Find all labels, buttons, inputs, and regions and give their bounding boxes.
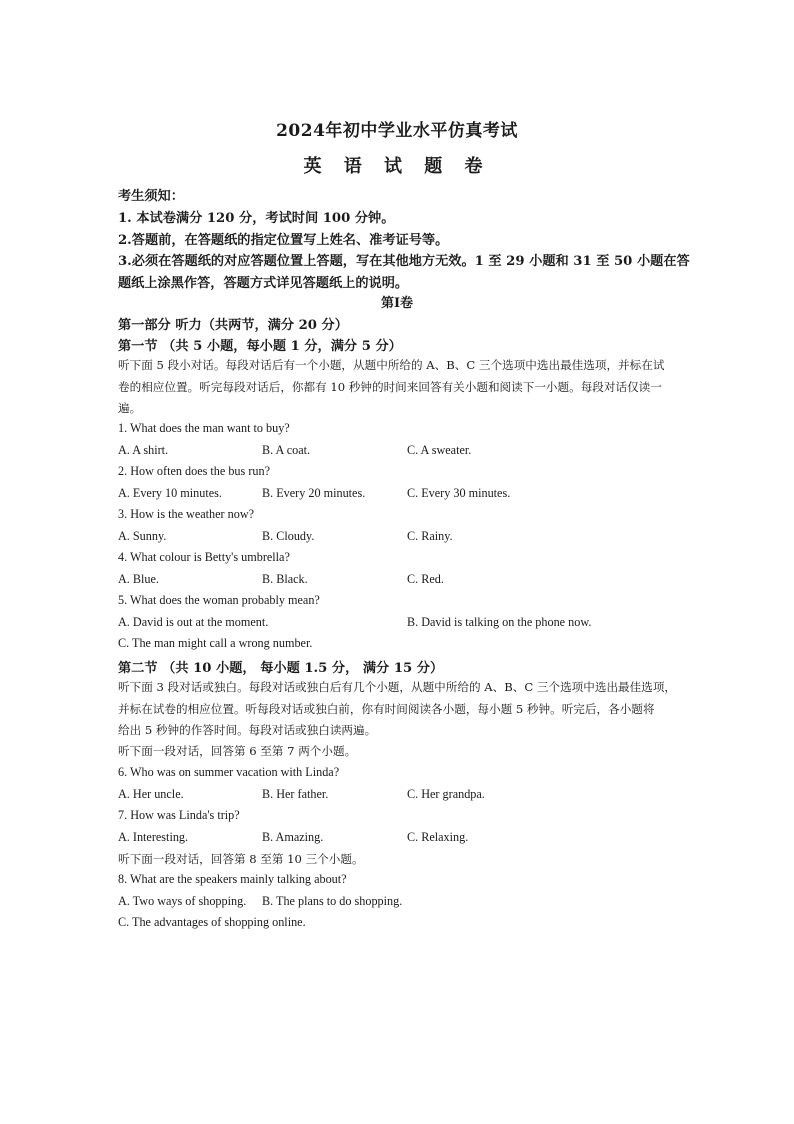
option-c: C. Relaxing.: [407, 830, 469, 844]
exam-title: 2024年初中学业水平仿真考试: [276, 121, 518, 141]
question-6: 6. Who was on summer vacation with Linda?: [118, 765, 340, 779]
option-c: C. Every 30 minutes.: [407, 486, 511, 500]
lead-text: 听下面一段对话，回答第 8 至第 10 三个小题。: [118, 852, 364, 866]
section1-heading: 第一节 （共 5 小题，每小题 1 分，满分 5 分）: [118, 339, 402, 354]
notice-item: 题纸上涂黑作答，答题方式详见答题纸上的说明。: [118, 276, 409, 291]
question-7: 7. How was Linda's trip?: [118, 808, 240, 822]
notice-item: 3.必须在答题纸的对应答题位置上答题，写在其他地方无效。1 至 29 小题和 31 至 50 小题在答: [118, 254, 690, 269]
section2-instruction: 并标在试卷的相应位置。听每段对话或独白前，你有时间阅读各小题，每小题 5 秒钟。听完后，各小题将: [118, 702, 655, 716]
option-c: C. The advantages of shopping online.: [118, 915, 306, 929]
section2-instruction: 给出 5 秒钟的作答时间。每段对话或独白读两遍。: [118, 723, 377, 737]
notice-item: 2.答题前，在答题纸的指定位置写上姓名、准考证号等。: [118, 233, 449, 248]
notice-heading: 考生须知：: [118, 189, 184, 204]
question-8: 8. What are the speakers mainly talking about?: [118, 872, 347, 886]
option-b: B. Amazing.: [262, 830, 324, 844]
question-1: 1. What does the man want to buy?: [118, 421, 290, 435]
section2-heading: 第二节 （共 10 小题， 每小题 1.5 分， 满分 15 分）: [118, 661, 444, 676]
option-a: A. A shirt.: [118, 443, 169, 457]
option-b: B. Every 20 minutes.: [262, 486, 366, 500]
option-a: A. Interesting.: [118, 830, 189, 844]
option-a: A. Blue.: [118, 572, 159, 586]
option-b: B. A coat.: [262, 443, 311, 457]
option-a: A. Every 10 minutes.: [118, 486, 222, 500]
option-c: C. The man might call a wrong number.: [118, 636, 313, 650]
option-a: A. David is out at the moment.: [118, 615, 269, 629]
option-b: B. David is talking on the phone now.: [407, 615, 592, 629]
question-2: 2. How often does the bus run?: [118, 464, 270, 478]
volume-heading: 第Ⅰ卷: [380, 296, 414, 311]
question-3: 3. How is the weather now?: [118, 507, 255, 521]
section1-instruction: 遍。: [118, 401, 142, 415]
option-b: B. Black.: [262, 572, 308, 586]
section2-instruction: 听下面 3 段对话或独白。每段对话或独白后有几个小题，从题中所给的 A、B、C 三个选项中选出最佳选项，: [118, 680, 677, 694]
question-5: 5. What does the woman probably mean?: [118, 593, 320, 607]
section1-instruction: 听下面 5 段小对话。每段对话后有一个小题，从题中所给的 A、B、C 三个选项中选出最佳选项，并标在试: [118, 358, 665, 372]
exam-subtitle: 英 语 试 题 卷: [303, 156, 491, 177]
option-c: C. Her grandpa.: [407, 787, 485, 801]
option-b: B. Her father.: [262, 787, 329, 801]
option-b: B. The plans to do shopping.: [262, 894, 403, 908]
option-c: C. Rainy.: [407, 529, 453, 543]
question-4: 4. What colour is Betty's umbrella?: [118, 550, 290, 564]
option-a: A. Two ways of shopping.: [118, 894, 247, 908]
option-b: B. Cloudy.: [262, 529, 315, 543]
notice-item: 1. 本试卷满分 120 分，考试时间 100 分钟。: [118, 211, 395, 226]
option-a: A. Sunny.: [118, 529, 167, 543]
option-c: C. Red.: [407, 572, 444, 586]
option-c: C. A sweater.: [407, 443, 472, 457]
option-a: A. Her uncle.: [118, 787, 184, 801]
section1-instruction: 卷的相应位置。听完每段对话后，你都有 10 秒钟的时间来回答有关小题和阅读下一小题。每段对话仅读一: [118, 380, 662, 394]
part1-heading: 第一部分 听力（共两节，满分 20 分）: [118, 318, 348, 333]
lead-text: 听下面一段对话，回答第 6 至第 7 两个小题。: [118, 744, 357, 758]
